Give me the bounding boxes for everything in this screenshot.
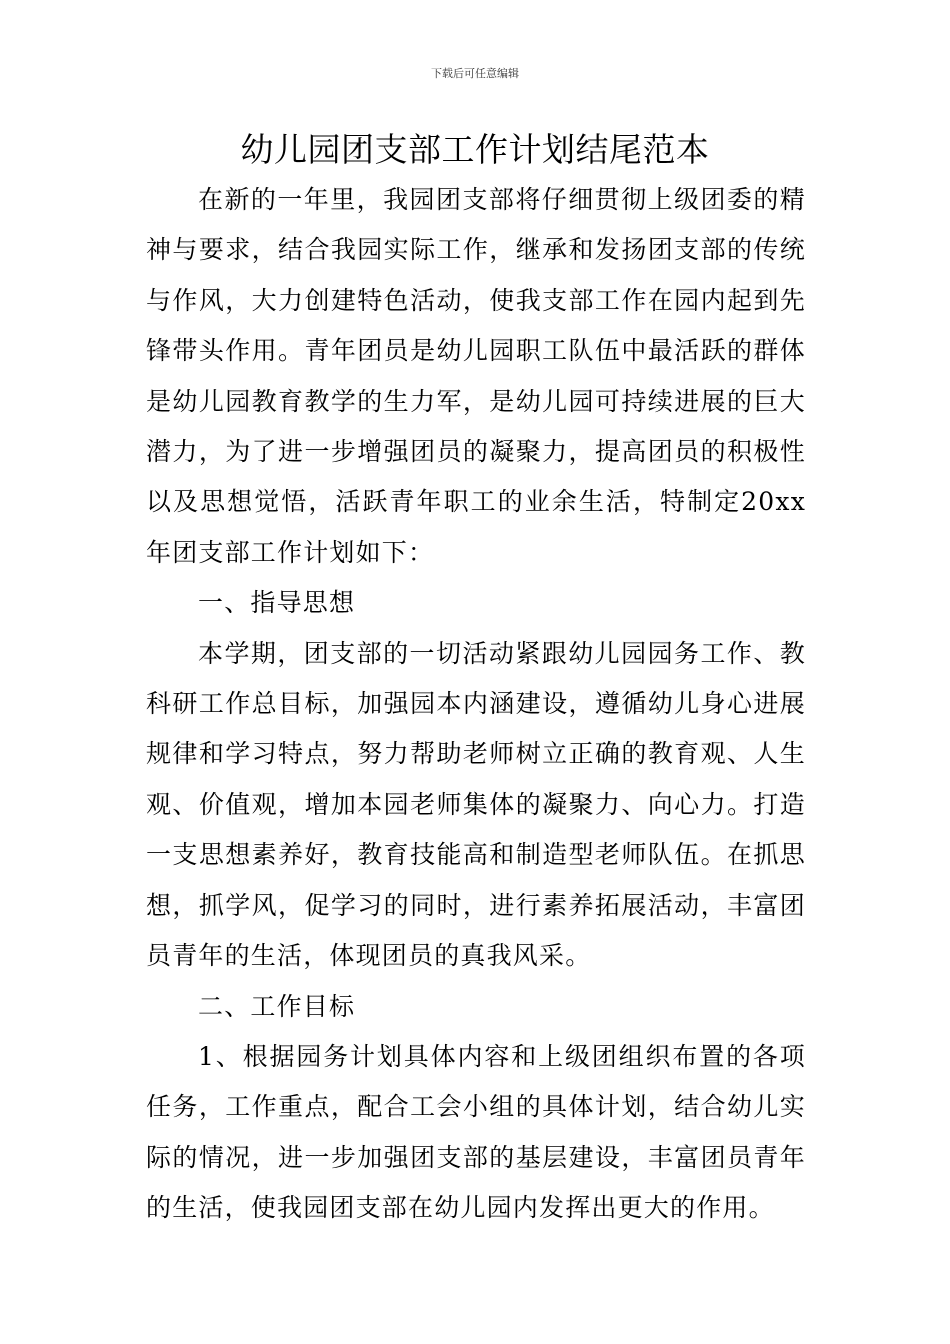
section-heading-work-goals: 二、工作目标: [198, 991, 356, 1021]
section-heading-guiding-thought: 一、指导思想: [198, 588, 356, 618]
paragraph-guiding-thought: 本学期，团支部的一切活动紧跟幼儿园园务工作、教科研工作总目标，加强园本内涵建设，遵循幼儿身心进展规律和学习特点，努力帮助老师树立正确的教育观、人生观、价值观，增加本园老师集体的凝聚力、向心力。打造一支思想素养好，教育技能高和制造型老师队伍。在抓思想，抓学风，促学习的同时，进行素养拓展活动，丰富团员青年的生活，体现团员的真我风采。: [146, 638, 806, 971]
paragraph-intro: 在新的一年里，我园团支部将仔细贯彻上级团委的精神与要求，结合我园实际工作，继承和发扬团支部的传统与作风，大力创建特色活动，使我支部工作在园内起到先锋带头作用。青年团员是幼儿园职工队伍中最活跃的群体是幼儿园教育教学的生力军，是幼儿园可持续进展的巨大潜力，为了进一步增强团员的凝聚力，提高团员的积极性以及思想觉悟，活跃青年职工的业余生活，特制定20xx年团支部工作计划如下：: [146, 185, 806, 567]
document-title: 幼儿园团支部工作计划结尾范本: [240, 130, 710, 169]
document-body: [146, 175, 806, 1234]
paragraph-work-goal-1: 1、根据园务计划具体内容和上级团组织布置的各项任务，工作重点，配合工会小组的具体计划，结合幼儿实际的情况，进一步加强团支部的基层建设，丰富团员青年的生活，使我园团支部在幼儿园内发挥出更大的作用。: [146, 1041, 806, 1223]
header-note: 下载后可任意编辑: [431, 67, 519, 80]
